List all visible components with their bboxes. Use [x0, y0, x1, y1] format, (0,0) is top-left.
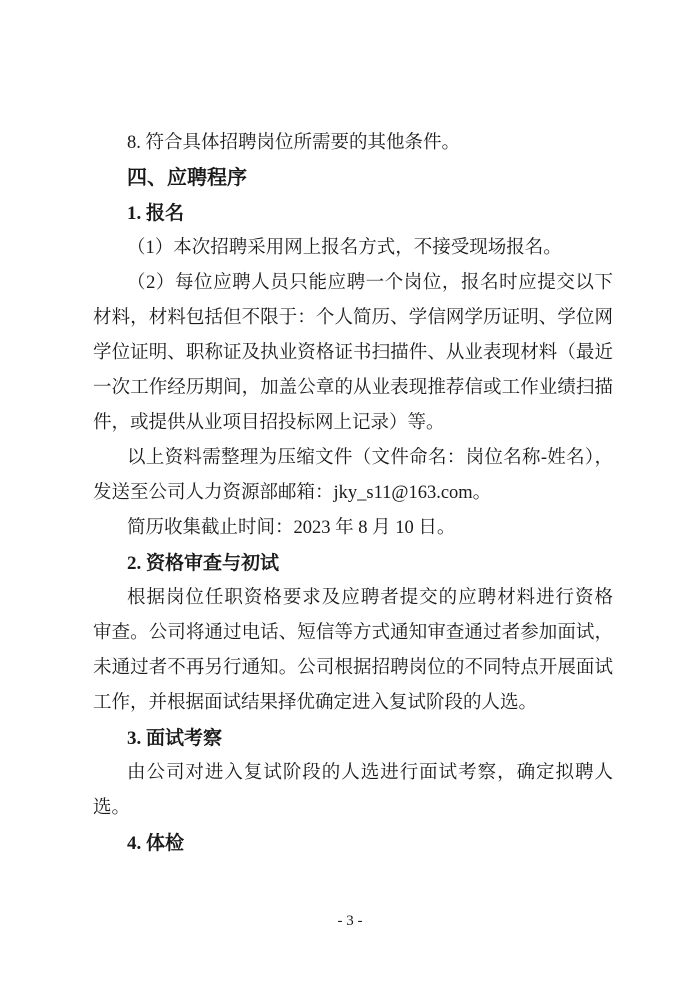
- text-line: 8. 符合具体招聘岗位所需要的其他条件。: [127, 133, 461, 153]
- text-line: 未通过者不再另行通知。公司根据招聘岗位的不同特点开展面试: [93, 658, 613, 678]
- text-line: 审查。公司将通过电话、短信等方式通知审查通过者参加面试，: [93, 623, 613, 643]
- text-line-email: 发送至公司人力资源部邮箱：jky_s11@163.com。: [93, 483, 492, 503]
- text-line: 以上资料需整理为压缩文件（文件命名：岗位名称-姓名），: [127, 448, 613, 468]
- text-line: 学位证明、职称证及执业资格证书扫描件、从业表现材料（最近: [93, 343, 613, 363]
- text-line: 材料，材料包括但不限于：个人简历、学信网学历证明、学位网: [93, 308, 613, 328]
- subsection-heading: 4. 体检: [127, 833, 185, 854]
- subsection-heading: 3. 面试考察: [127, 728, 223, 749]
- text-line: 工作，并根据面试结果择优确定进入复试阶段的人选。: [93, 693, 538, 713]
- text-line-deadline: 简历收集截止时间：2023 年 8 月 10 日。: [127, 518, 456, 538]
- text-line: 一次工作经历期间，加盖公章的从业表现推荐信或工作业绩扫描: [93, 378, 613, 398]
- text-line: 由公司对进入复试阶段的人选进行面试考察，确定拟聘人: [127, 763, 613, 783]
- section-heading: 四、应聘程序: [127, 167, 247, 189]
- text-line: 件，或提供从业项目招投标网上记录）等。: [93, 413, 445, 433]
- subsection-heading: 1. 报名: [127, 203, 185, 224]
- text-line: 选。: [93, 798, 131, 818]
- document-body: [93, 126, 613, 861]
- text-line: （2）每位应聘人员只能应聘一个岗位，报名时应提交以下: [127, 273, 613, 293]
- page-number: - 3 -: [337, 913, 363, 929]
- subsection-heading: 2. 资格审查与初试: [127, 553, 280, 574]
- text-line: 根据岗位任职资格要求及应聘者提交的应聘材料进行资格: [127, 588, 613, 608]
- text-line: （1）本次招聘采用网上报名方式，不接受现场报名。: [127, 238, 562, 258]
